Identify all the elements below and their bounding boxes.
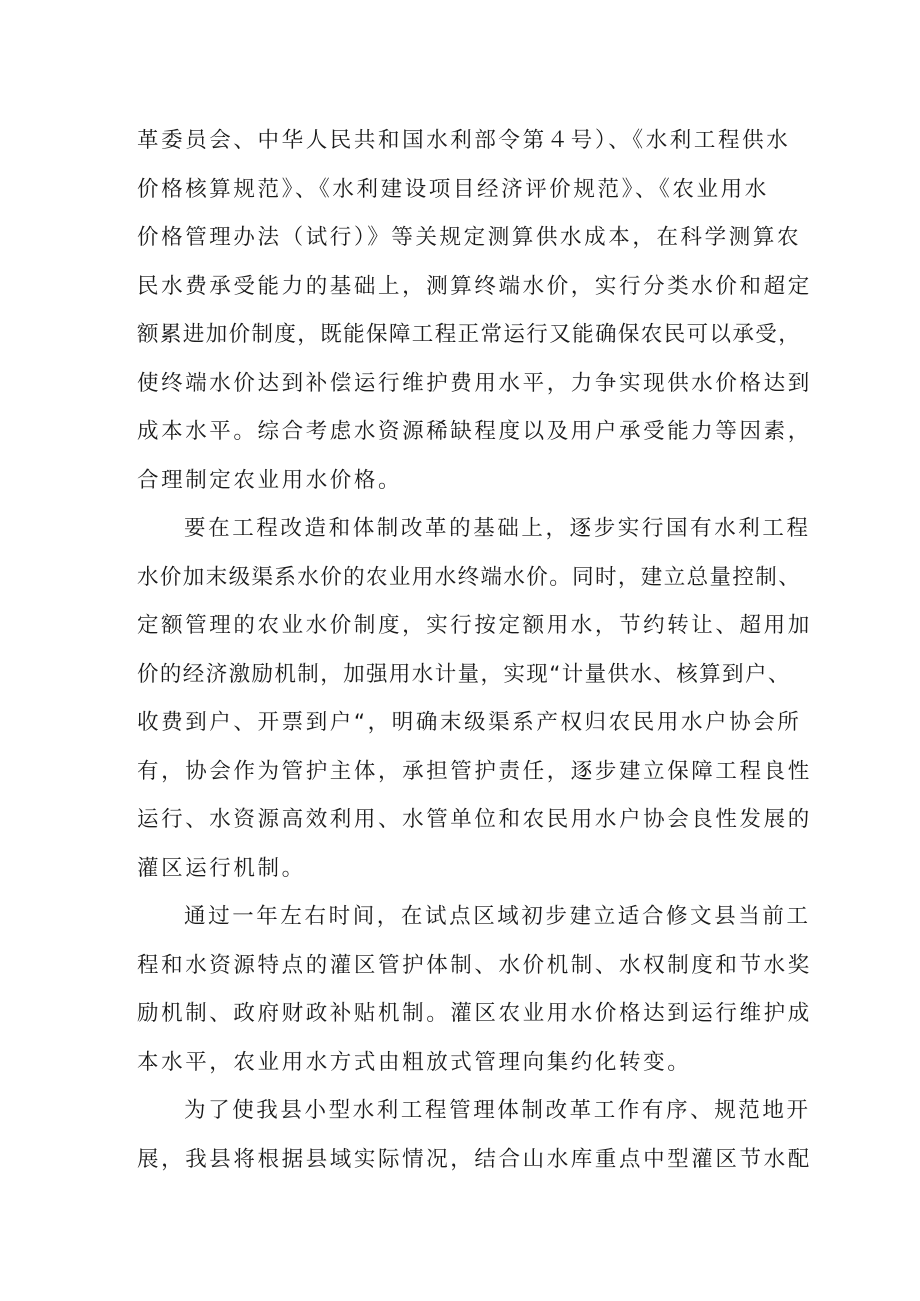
paragraph-2 — [137, 505, 812, 893]
text-line: 励机制、政府财政补贴机制。灌区农业用水价格达到运行维护成 — [137, 1001, 812, 1026]
text-line: 革委员会、中华人民共和国水利部令第４号）、《水利工程供水 — [137, 128, 791, 153]
text-line: 价格管理办法（试行）》等关规定测算供水成本，在科学测算农 — [137, 225, 802, 250]
text-line: 价格核算规范》、《水利建设项目经济评价规范》、《农业用水 — [137, 176, 769, 202]
paragraph-3 — [137, 893, 812, 1087]
text-line: 要在工程改造和体制改革的基础上，逐步实行国有水利工程 — [184, 516, 811, 541]
document-body — [137, 117, 812, 1184]
paragraph-4 — [137, 1087, 812, 1184]
paragraph-1 — [137, 117, 812, 505]
text-line: 本水平，农业用水方式由粗放式管理向集约化转变。 — [137, 1049, 692, 1075]
text-line: 价的经济激励机制，加强用水计量，实现“计量供水、核算到户、 — [137, 661, 791, 687]
text-line: 额累进加价制度，既能保障工程正常运行又能确保农民可以承受， — [137, 322, 802, 347]
text-line: 合理制定农业用水价格。 — [137, 467, 403, 493]
text-line: 通过一年左右时间，在试点区域初步建立适合修文县当前工 — [184, 904, 811, 929]
text-line: 民水费承受能力的基础上，测算终端水价，实行分类水价和超定 — [137, 273, 812, 299]
text-line: 水价加末级渠系水价的农业用水终端水价。同时，建立总量控制、 — [137, 564, 802, 590]
text-line: 灌区运行机制。 — [137, 855, 306, 881]
text-line: 运行、水资源高效利用、水管单位和农民用水户协会良性发展的 — [137, 807, 812, 832]
text-line: 收费到户、开票到户“，明确末级渠系产权归农民用水户协会所 — [137, 710, 802, 735]
text-line: 为了使我县小型水利工程管理体制改革工作有序、规范地开 — [184, 1098, 811, 1123]
text-line: 使终端水价达到补偿运行维护费用水平，力争实现供水价格达到 — [137, 370, 812, 396]
text-line: 成本水平。综合考虑水资源稀缺程度以及用户承受能力等因素， — [137, 419, 812, 444]
text-line: 展，我县将根据县域实际情况，结合山水库重点中型灌区节水配 — [137, 1146, 812, 1172]
text-line: 有，协会作为管护主体，承担管护责任，逐步建立保障工程良性 — [137, 758, 812, 784]
text-line: 定额管理的农业水价制度，实行按定额用水，节约转让、超用加 — [137, 613, 812, 638]
text-line: 程和水资源特点的灌区管护体制、水价机制、水权制度和节水奖 — [137, 952, 812, 978]
